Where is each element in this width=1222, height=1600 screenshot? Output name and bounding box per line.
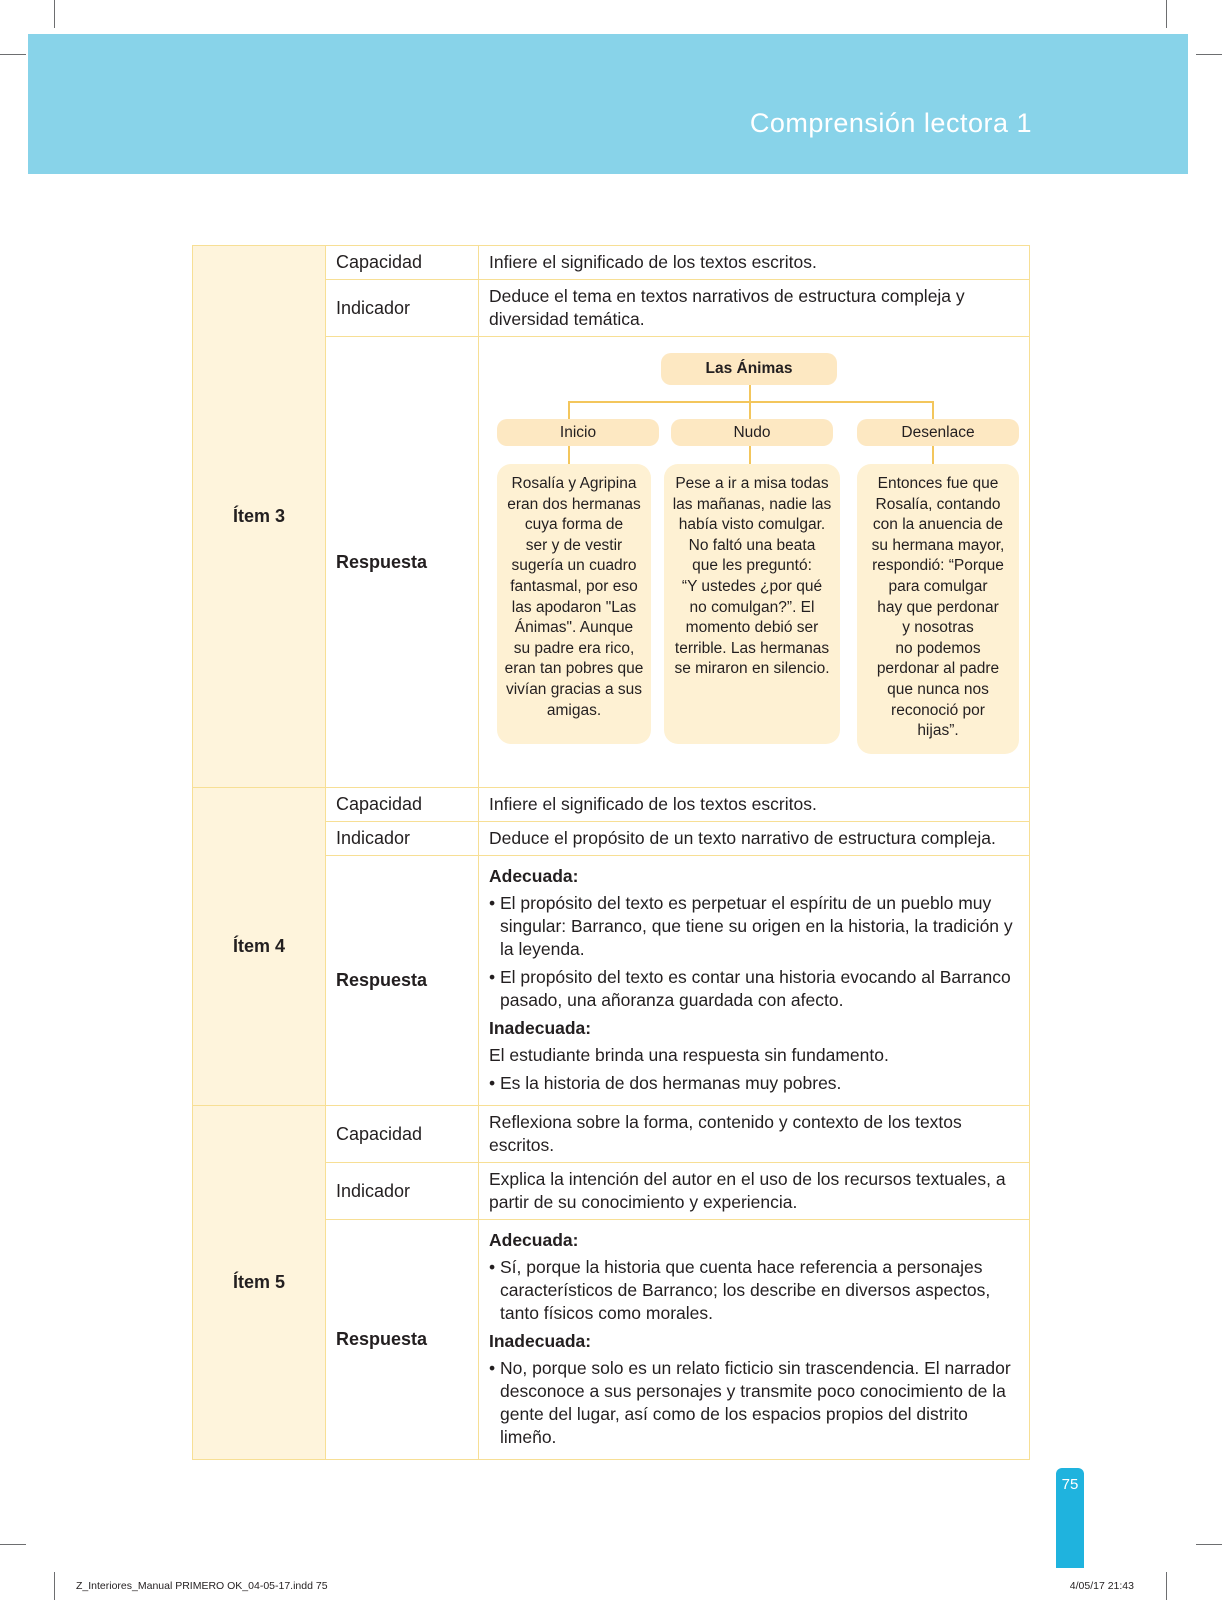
branch-text-line: no comulgan?”. El [689, 598, 815, 616]
branch-text-line: Rosalía y Agripina [511, 475, 637, 492]
branch-text-line: hay que perdonar [877, 598, 999, 616]
branch-text-line: reconoció por [891, 701, 985, 719]
item-label: Ítem 4 [193, 788, 326, 1106]
branch-label-nudo: Nudo [671, 419, 833, 446]
indicador-text: Explica la intención del autor en el uso de los recursos textuales, a partir de su conocimiento y experiencia. [479, 1163, 1030, 1220]
crop-mark [1196, 1544, 1222, 1545]
inadecuada-bullet: • No, porque solo es un relato ficticio sin trascendencia. El narrador desconoce a sus personajes y transmite poco conocimiento de la gente del lugar, así como de los espacios propios del distrito limeño. [489, 1358, 1011, 1447]
table-row [193, 788, 1030, 822]
branch-text-line: que nunca nos [887, 680, 989, 698]
capacidad-text: Infiere el significado de los textos escritos. [479, 246, 1030, 280]
respuesta-diagram-cell [479, 337, 1030, 788]
branch-text-line: eran tan pobres que [504, 660, 644, 678]
branch-text-line: No faltó una beata [688, 536, 816, 554]
capacidad-text: Reflexiona sobre la forma, contenido y contexto de los textos escritos. [479, 1106, 1030, 1163]
footer-filename: Z_Interiores_Manual PRIMERO OK_04-05-17.indd 75 [76, 1580, 328, 1592]
branch-box-desenlace [857, 464, 1019, 754]
branch-text-line: no podemos [895, 639, 981, 657]
connector-line [932, 446, 934, 464]
item-label: Ítem 5 [193, 1106, 326, 1460]
branch-text-line: ser y de vestir [525, 536, 623, 554]
crop-mark [0, 54, 26, 55]
branch-text-line: Rosalía, contando [875, 495, 1001, 513]
branch-text-line: había visto comulgar. [678, 516, 826, 534]
branch-text-line: cuya forma de [524, 516, 624, 534]
indicador-label: Indicador [326, 280, 479, 337]
indicador-text: Deduce el propósito de un texto narrativo de estructura compleja. [479, 822, 1030, 856]
crop-mark [1166, 1572, 1167, 1600]
respuesta-text [479, 856, 1030, 1106]
branch-text-line: amigas. [546, 701, 602, 719]
page-number: 75 [1061, 1476, 1079, 1493]
table-row [193, 1106, 1030, 1163]
header-band [28, 34, 1188, 174]
branch-text-line: respondió: “Porque [872, 557, 1004, 575]
diagram-title: Las Ánimas [661, 353, 837, 385]
rubric-table [192, 245, 1030, 1460]
crop-mark [54, 1572, 55, 1600]
connector-line [749, 401, 751, 419]
adecuada-label: Adecuada: [489, 866, 579, 886]
connector-line [749, 446, 751, 464]
crop-mark [0, 1544, 26, 1545]
respuesta-label: Respuesta [326, 337, 479, 788]
branch-text-line: terrible. Las hermanas [674, 639, 830, 657]
branch-label-inicio: Inicio [497, 419, 659, 446]
crop-mark [1196, 54, 1222, 55]
branch-text-line: su hermana mayor, [871, 536, 1005, 554]
story-structure-diagram [479, 337, 1029, 787]
capacidad-label: Capacidad [326, 788, 479, 822]
respuesta-text [479, 1220, 1030, 1460]
page-title: Comprensión lectora 1 [749, 108, 1032, 138]
branch-text-line: Pese a ir a misa todas [675, 475, 829, 492]
branch-text-line: momento debió ser [685, 619, 819, 637]
branch-text-line: las mañanas, nadie las [672, 495, 832, 513]
branch-text-line: se miraron en silencio. [674, 660, 830, 678]
branch-box-inicio [497, 464, 651, 744]
branch-text-line: sugería un cuadro [511, 557, 637, 575]
item-label: Ítem 3 [193, 246, 326, 788]
connector-line [932, 401, 934, 419]
branch-label-desenlace: Desenlace [857, 419, 1019, 446]
branch-text-line: Ánimas". Aunque [514, 619, 634, 637]
inadecuada-intro: El estudiante brinda una respuesta sin fundamento. [489, 1045, 889, 1065]
branch-box-nudo [664, 464, 840, 744]
branch-text-line: eran dos hermanas [507, 495, 641, 513]
crop-mark [54, 0, 55, 28]
adecuada-label: Adecuada: [489, 1230, 579, 1250]
adecuada-bullet: • El propósito del texto es contar una historia evocando al Barranco pasado, una añoranza guardada con afecto. [489, 967, 1011, 1010]
connector-line [749, 385, 751, 401]
capacidad-label: Capacidad [326, 1106, 479, 1163]
inadecuada-label: Inadecuada: [489, 1018, 592, 1038]
inadecuada-label: Inadecuada: [489, 1331, 592, 1351]
adecuada-bullet: • El propósito del texto es perpetuar el espíritu de un pueblo muy singular: Barranco, que tiene su origen en la historia, la tradición y la leyenda. [489, 893, 1013, 959]
table-row [193, 246, 1030, 280]
respuesta-label: Respuesta [326, 1220, 479, 1460]
branch-text-line: que les preguntó: [692, 557, 812, 575]
connector-line [568, 401, 570, 419]
indicador-text: Deduce el tema en textos narrativos de estructura compleja y diversidad temática. [479, 280, 1030, 337]
indicador-label: Indicador [326, 822, 479, 856]
adecuada-bullet: • Sí, porque la historia que cuenta hace referencia a personajes característicos de Barranco; los describe en diversos aspectos, tanto físicos como morales. [489, 1257, 991, 1323]
branch-text-line: su padre era rico, [513, 639, 635, 657]
capacidad-text: Infiere el significado de los textos escritos. [479, 788, 1030, 822]
branch-text-line: vivían gracias a sus [505, 680, 643, 698]
branch-text-line: y nosotras [902, 619, 974, 637]
branch-text-line: “Y ustedes ¿por qué [681, 577, 823, 595]
connector-line [568, 446, 570, 464]
branch-text-line: las apodaron "Las [511, 598, 637, 616]
branch-text-line: para comulgar [888, 577, 988, 595]
inadecuada-bullet: • Es la historia de dos hermanas muy pobres. [489, 1073, 842, 1093]
branch-text-line: hijas”. [917, 722, 959, 740]
branch-text-line: perdonar al padre [876, 660, 1000, 678]
footer-date: 4/05/17 21:43 [1069, 1580, 1134, 1592]
indicador-label: Indicador [326, 1163, 479, 1220]
branch-text-line: fantasmal, por eso [510, 577, 638, 595]
branch-text-line: con la anuencia de [872, 516, 1004, 534]
capacidad-label: Capacidad [326, 246, 479, 280]
crop-mark [1166, 0, 1167, 28]
branch-text-line: Entonces fue que [877, 475, 999, 492]
respuesta-label: Respuesta [326, 856, 479, 1106]
